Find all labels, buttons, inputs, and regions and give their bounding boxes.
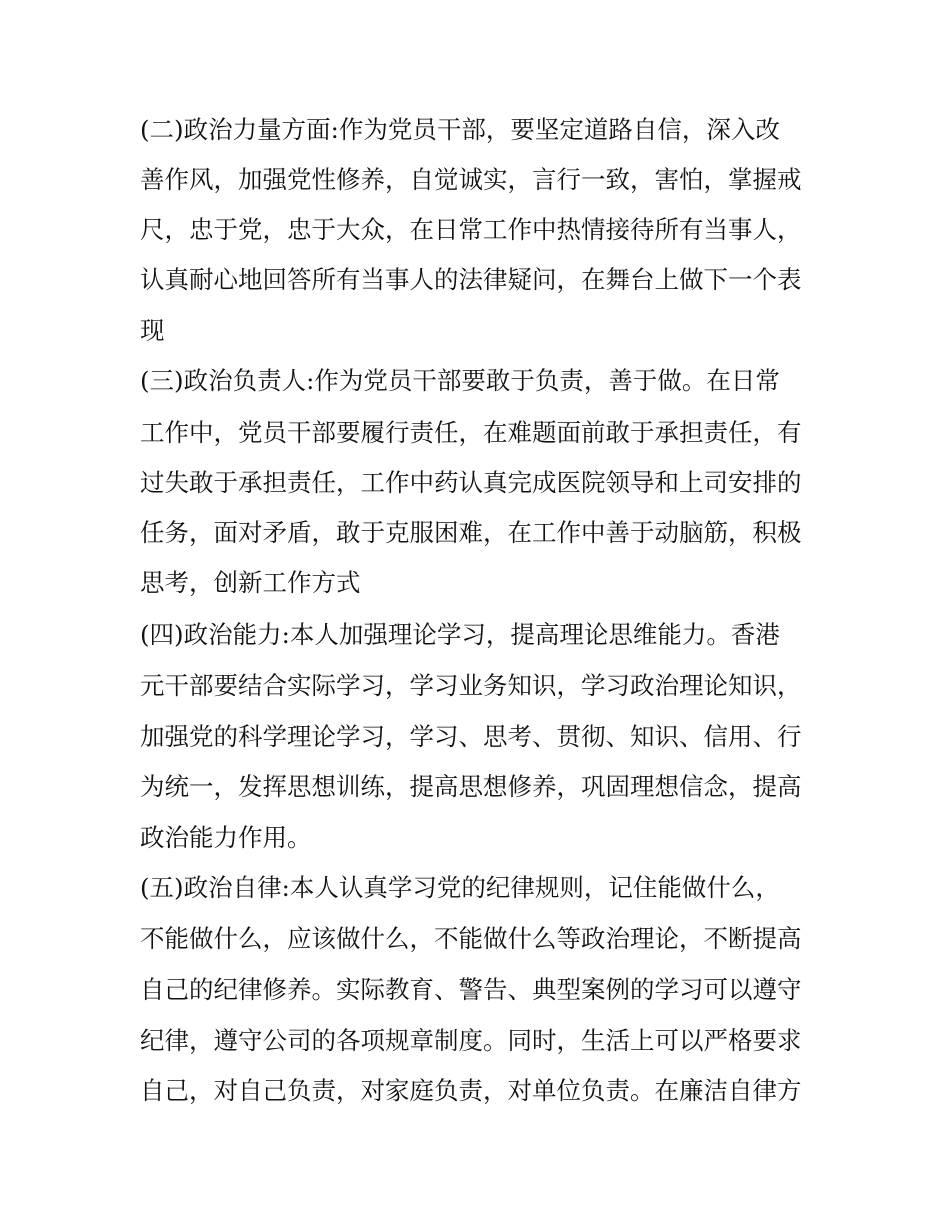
text-line: 自己的纪律修养。实际教育、警告、典型案例的学习可以遵守 <box>140 975 802 1004</box>
text-line: 尺，忠于党，忠于大众，在日常工作中热情接待所有当事人， <box>140 215 802 244</box>
text-line: 不能做什么，应该做什么，不能做什么等政治理论，不断提高 <box>140 924 802 953</box>
text-line: 政治能力作用。 <box>140 823 312 852</box>
text-line: 任务，面对矛盾，敢于克服困难，在工作中善于动脑筋，积极 <box>140 518 802 547</box>
text-line: 善作风，加强党性修养，自觉诚实，言行一致，害怕，掌握戒 <box>140 165 802 194</box>
text-line: 思考，创新工作方式 <box>140 568 361 597</box>
text-line: 加强党的科学理论学习，学习、思考、贯彻、知识、信用、行 <box>140 722 802 751</box>
text-line: 为统一，发挥思想训练，提高思想修养，巩固理想信念，提高 <box>140 772 802 801</box>
text-line: 现 <box>140 316 165 345</box>
text-line: (三)政治负责人:作为党员干部要敢于负责，善于做。在日常 <box>140 366 780 395</box>
text-line: 认真耐心地回答所有当事人的法律疑问，在舞台上做下一个表 <box>140 265 802 294</box>
text-line: 纪律，遵守公司的各项规章制度。同时，生活上可以严格要求 <box>140 1026 802 1055</box>
text-line: (二)政治力量方面:作为党员干部，要坚定道路自信，深入改 <box>140 115 780 144</box>
text-line: 工作中，党员干部要履行责任，在难题面前敢于承担责任，有 <box>140 418 802 447</box>
text-line: 元干部要结合实际学习，学习业务知识，学习政治理论知识， <box>140 671 802 700</box>
text-line: (四)政治能力:本人加强理论学习，提高理论思维能力。香港 <box>140 620 780 649</box>
text-line: (五)政治自律:本人认真学习党的纪律规则，记住能做什么， <box>140 873 780 902</box>
text-line: 自己，对自己负责，对家庭负责，对单位负责。在廉洁自律方 <box>140 1076 802 1105</box>
text-line: 过失敢于承担责任，工作中药认真完成医院领导和上司安排的 <box>140 468 802 497</box>
